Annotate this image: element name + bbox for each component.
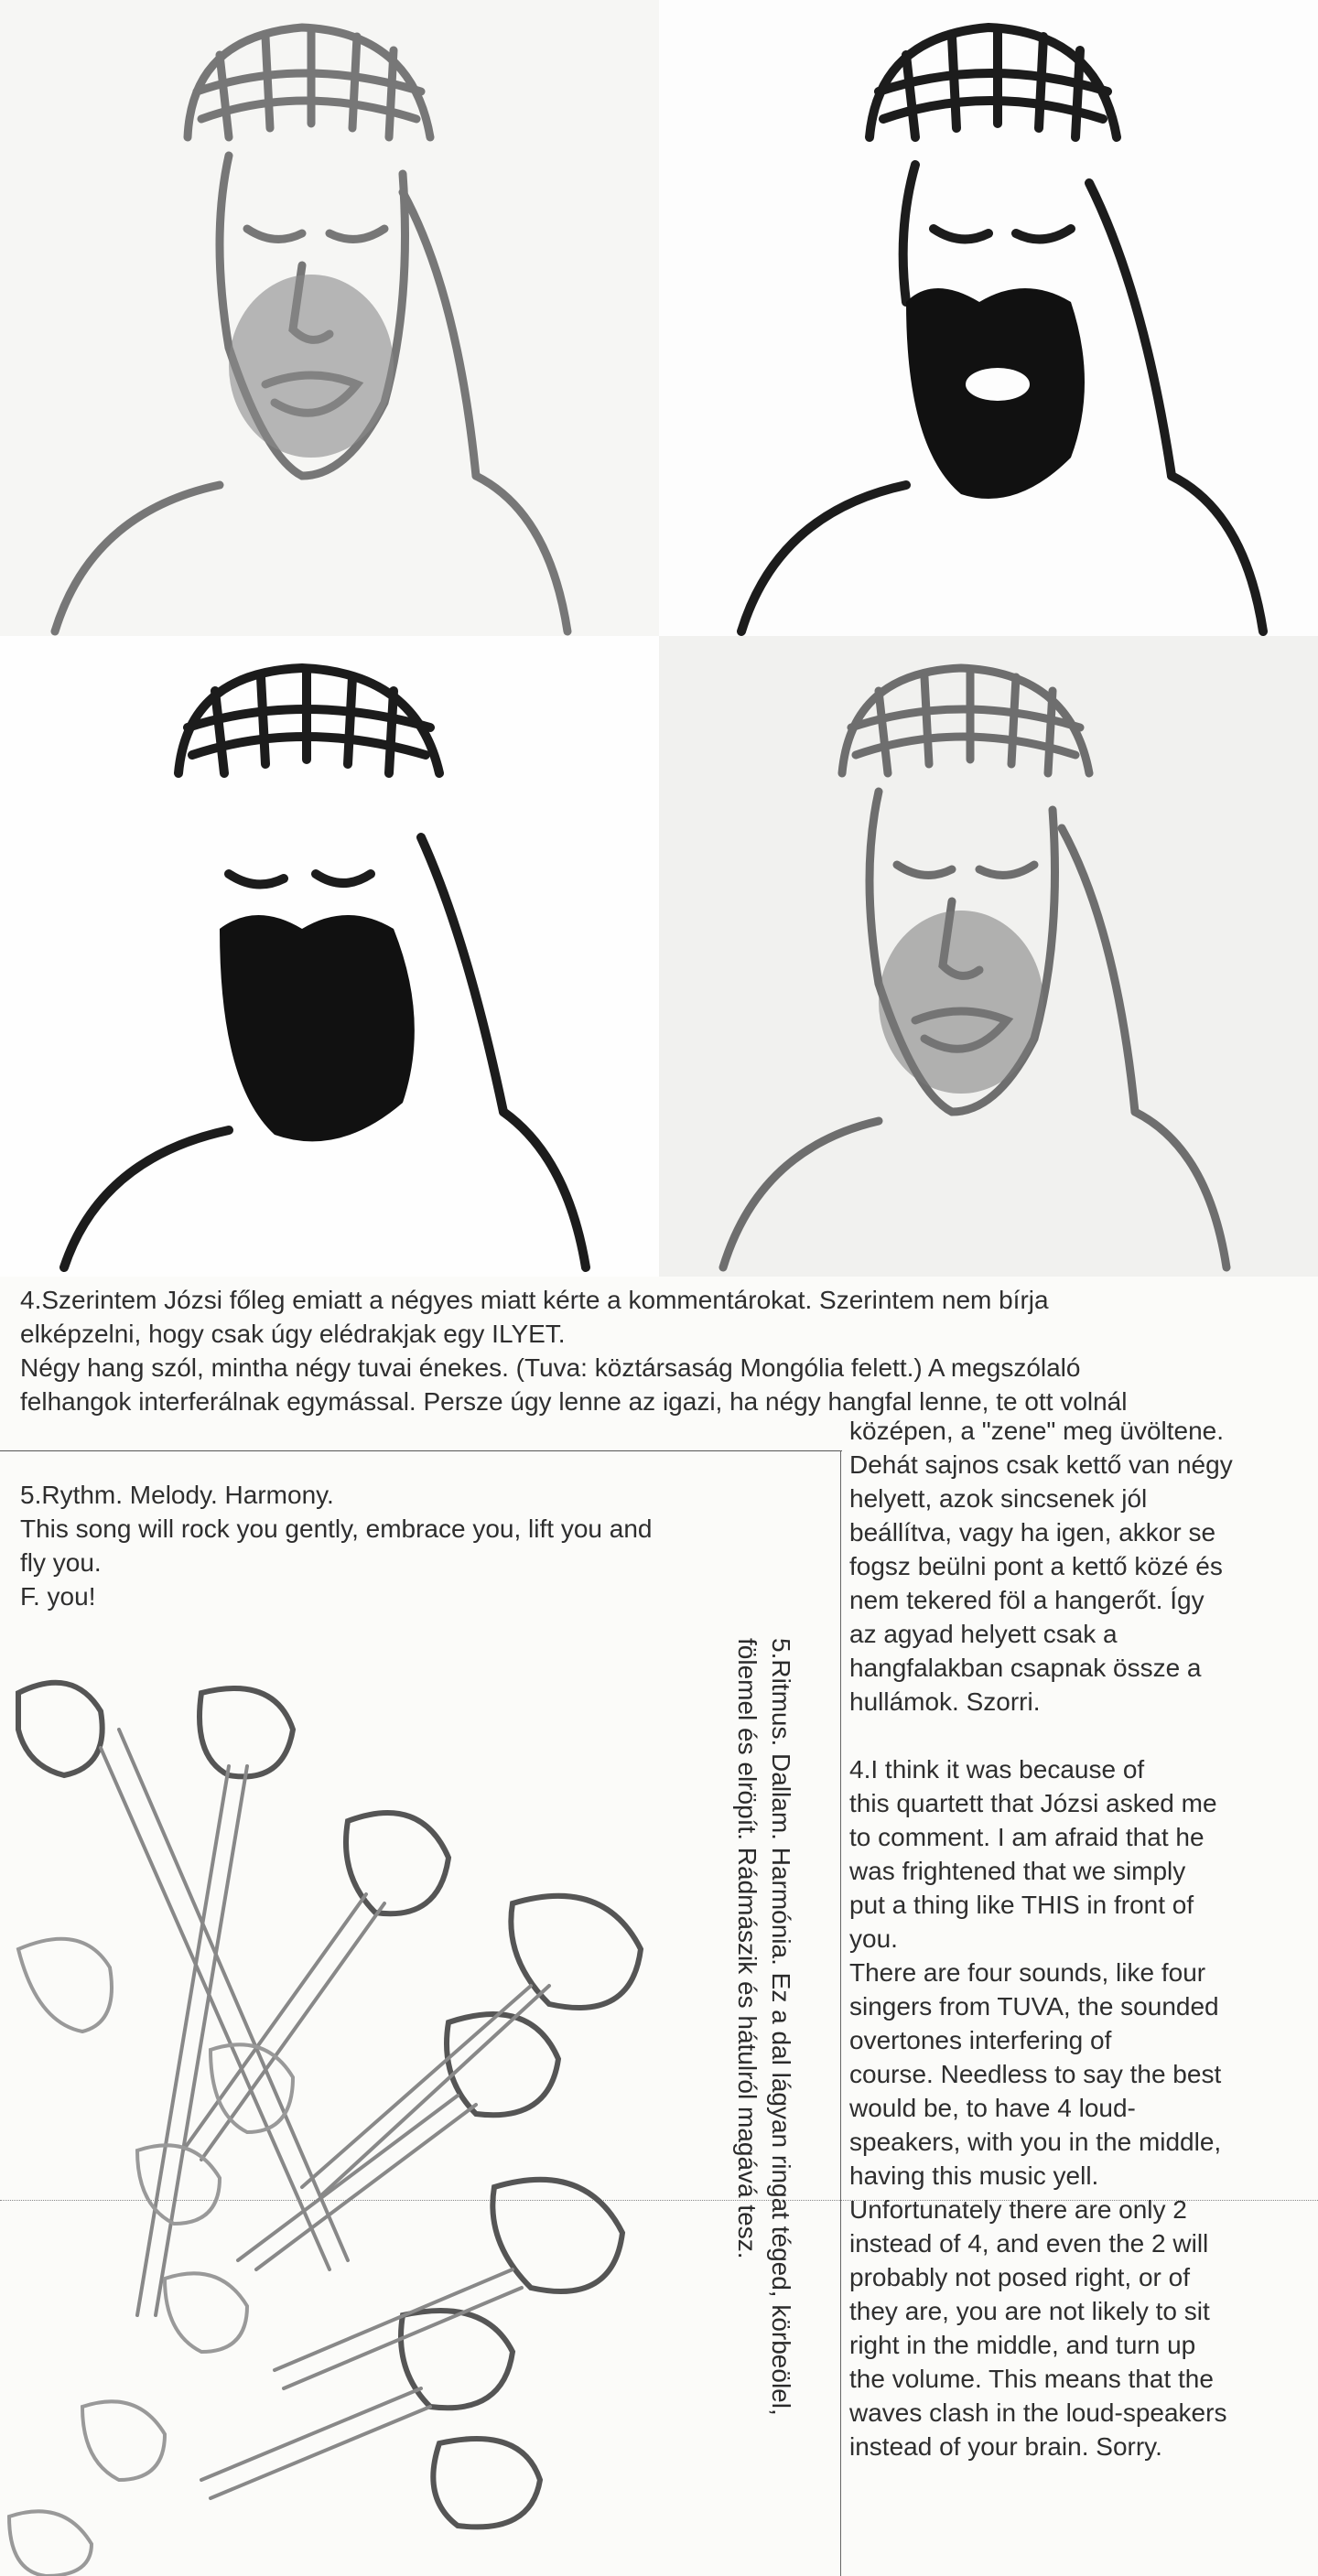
rythm-line: This song will rock you gently, embrace you, lift you and	[20, 1514, 653, 1543]
english-paragraph: 4.I think it was because of this quartett that Józsi asked me to comment. I am afraid that he was frightened that we simply put a thing like THIS in front of you. There are four sounds, like four singers from TUVA, the sounded overtones interfering of course. Needless to say the best would be, to have 4 loud- speakers, with you in the middle, having this music yell. Unfortunately there are only 2 instead of 4, and even the 2 will probably not posed right, or of they are, you are not likely to sit right in the middle, and turn up the volume. This means that the waves clash in the loud-speakers instead of your brain. Sorry.	[849, 1755, 1227, 2461]
portrait-drawing-dark-2	[0, 636, 659, 1277]
portrait-panel-bottom-left	[0, 636, 659, 1277]
hungarian-paragraph: középen, a "zene" meg üvöltene. Dehát sajnos csak kettő van négy helyett, azok sincsenek jól beállítva, vagy ha igen, akkor se fogsz beülni pont a kettő közé és nem tekered föl a hangerőt. Így az agyad helyett csak a hangfalakban csapnak össze a hullámok. Szorri.	[849, 1417, 1233, 1716]
right-column-text	[849, 1414, 1307, 2463]
rythm-text	[20, 1478, 789, 1613]
portrait-panel-bottom-right	[659, 636, 1318, 1277]
rythm-line: F. you!	[20, 1582, 96, 1611]
intro-line: Négy hang szól, mintha négy tuvai énekes. (Tuva: köztársaság Mongólia felett.) A megszólaló	[20, 1353, 1081, 1382]
rythm-line: 5.Rythm. Melody. Harmony.	[20, 1481, 334, 1509]
portrait-drawing-light	[0, 0, 659, 636]
vertical-text: 5.Ritmus. Dallam. Harmónia. Ez a dal lágyan ringat téged, körbeölel, fölemel és elröpít. Rádmászik és hátulról magává tesz.	[733, 1638, 795, 2416]
portrait-panel-top-right	[659, 0, 1318, 636]
portrait-drawing-light-2	[659, 636, 1318, 1277]
horizontal-rule	[0, 1450, 842, 1451]
portrait-panel-top-left	[0, 0, 659, 636]
portrait-drawing-dark	[659, 0, 1318, 636]
vertical-rule	[840, 1450, 841, 2576]
intro-line: elképzelni, hogy csak úgy elédrakjak egy ILYET.	[20, 1320, 566, 1348]
intro-text	[20, 1283, 1302, 1418]
intro-line: felhangok interferálnak egymással. Persze úgy lenne az igazi, ha négy hangfal lenne, te ott volnál	[20, 1387, 1128, 1416]
jaw-harps-illustration	[0, 1675, 787, 2576]
intro-line: 4.Szerintem Józsi főleg emiatt a négyes miatt kérte a kommentárokat. Szerintem nem bírja	[20, 1286, 1049, 1314]
rythm-line: fly you.	[20, 1548, 102, 1577]
